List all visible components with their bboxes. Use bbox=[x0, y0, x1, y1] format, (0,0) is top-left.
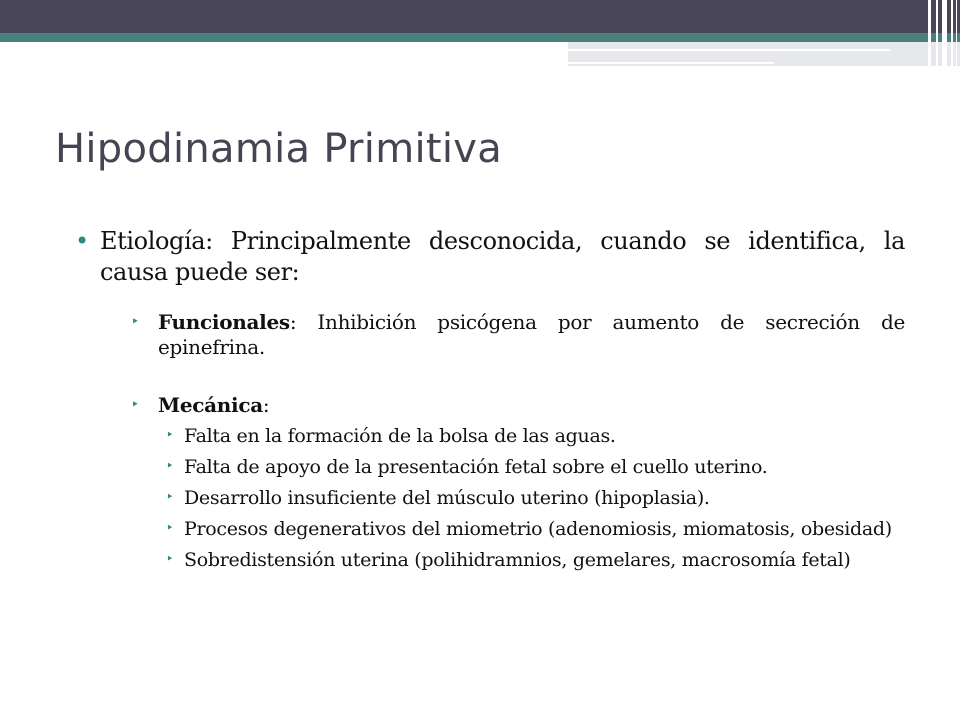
sub-bullet-icon: ‣ bbox=[131, 397, 139, 413]
sub-bullet-icon: ‣ bbox=[131, 314, 139, 330]
header-dark-bar bbox=[0, 0, 960, 33]
sub-bullet-icon: ‣ bbox=[166, 459, 174, 474]
header-white-notch bbox=[0, 42, 568, 66]
header-white-line bbox=[568, 62, 774, 64]
header-teal-bar bbox=[0, 33, 960, 42]
list-item-mecanica bbox=[75, 393, 905, 418]
item-text: Desarrollo insuficiente del músculo uterino (hipoplasia). bbox=[184, 487, 710, 509]
item-text: Sobredistensión uterina (polihidramnios, gemelares, macrosomía fetal) bbox=[184, 549, 851, 571]
slide-body bbox=[75, 226, 905, 571]
item-text: Procesos degenerativos del miometrio (adenomiosis, miomatosis, obesidad) bbox=[184, 518, 892, 540]
item-text: Falta de apoyo de la presentación fetal sobre el cuello uterino. bbox=[184, 456, 768, 478]
list-item bbox=[75, 518, 905, 540]
item-text: Falta en la formación de la bolsa de las aguas. bbox=[184, 425, 616, 447]
intro-text: Etiología: Principalmente desconocida, cuando se identifica, la causa puede ser: bbox=[100, 227, 905, 286]
sub-bullet-icon: ‣ bbox=[166, 428, 174, 443]
list-item bbox=[75, 425, 905, 447]
list-item bbox=[75, 549, 905, 571]
item-text: : bbox=[262, 393, 270, 417]
sub-bullet-icon: ‣ bbox=[166, 521, 174, 536]
header-stripes bbox=[922, 0, 960, 66]
item-text: : Inhibición psicógena por aumento de secreción de epinefrina. bbox=[158, 310, 905, 359]
list-item-funcionales bbox=[75, 310, 905, 360]
sub-bullet-icon: ‣ bbox=[166, 552, 174, 567]
sub-bullet-icon: ‣ bbox=[166, 490, 174, 505]
list-item bbox=[75, 487, 905, 509]
item-label: Funcionales bbox=[158, 310, 290, 334]
header-white-line bbox=[568, 49, 890, 51]
list-item bbox=[75, 456, 905, 478]
item-label: Mecánica bbox=[158, 393, 263, 417]
bullet-icon: • bbox=[75, 227, 89, 255]
slide-title: Hipodinamia Primitiva bbox=[55, 126, 503, 172]
intro-bullet bbox=[75, 226, 905, 288]
